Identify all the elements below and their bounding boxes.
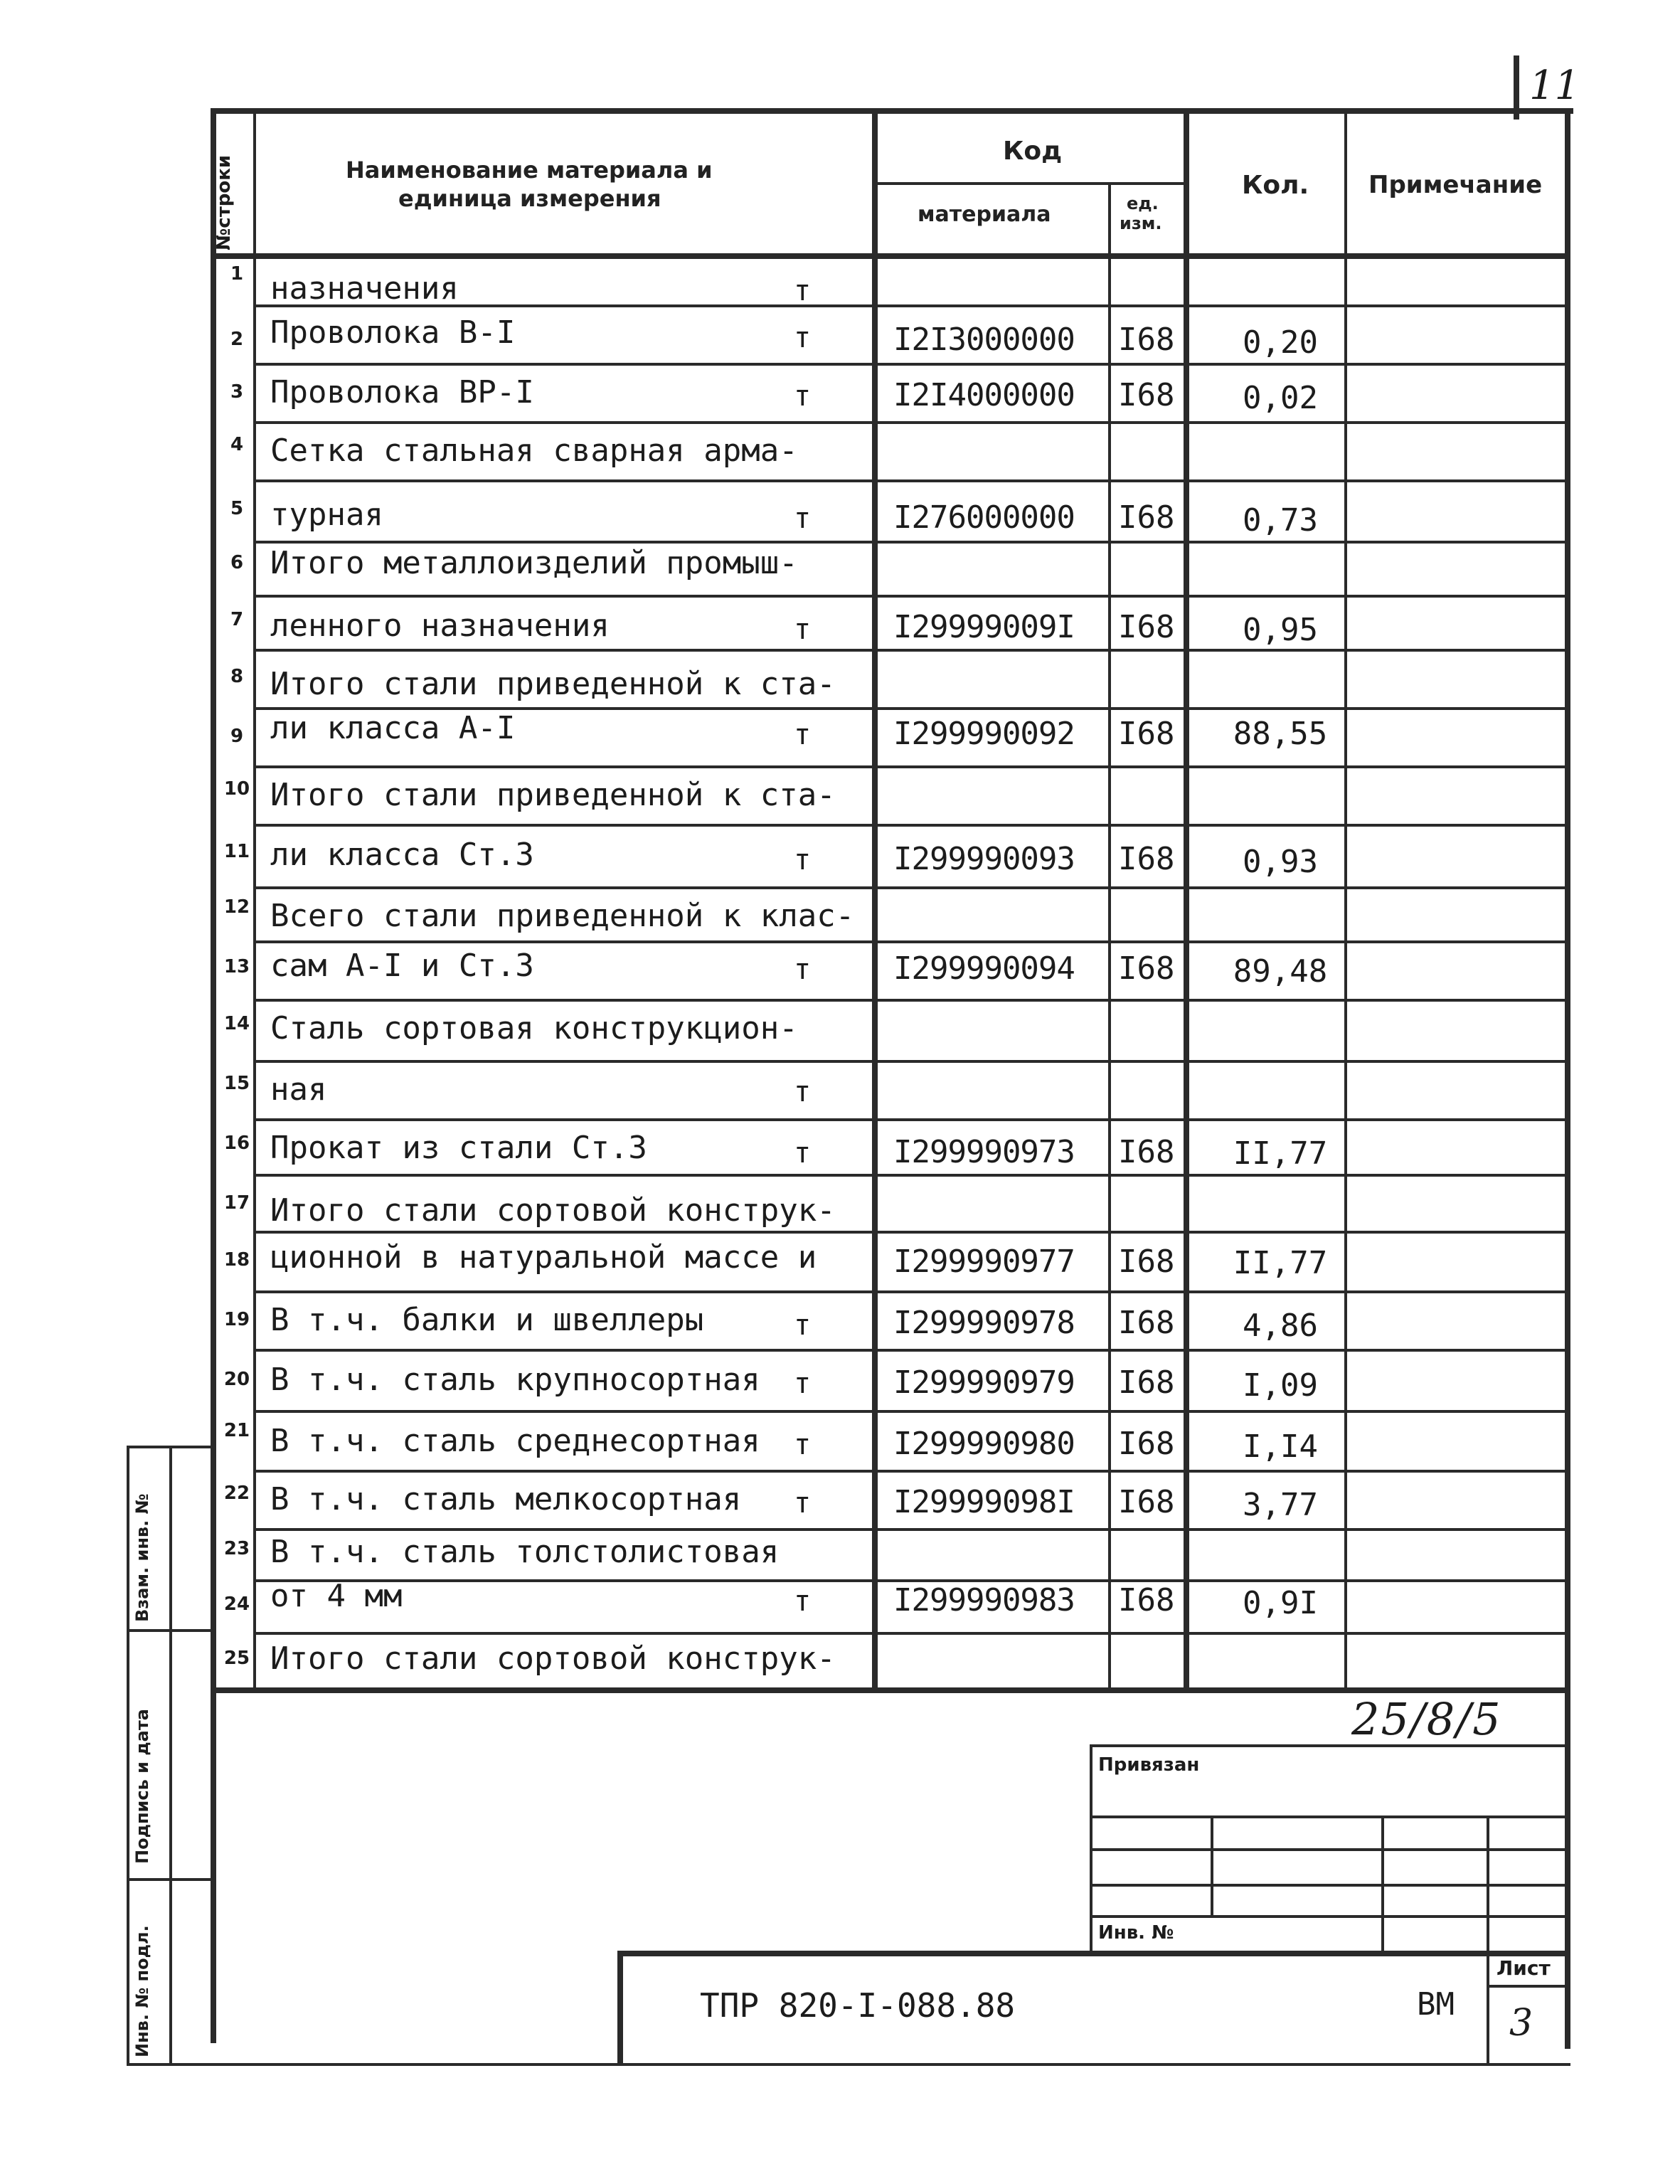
col-name-line: [872, 108, 878, 1689]
header-bottom-border: [211, 253, 1570, 259]
margin-podpis-data: Подпись и дата: [132, 1709, 152, 1864]
privyazan-label: Привязан: [1098, 1754, 1200, 1776]
name-header-2: единица измерения: [398, 185, 661, 212]
unit-header-2: изм.: [1120, 213, 1162, 233]
margin-inv-podl: Инв. № подл.: [132, 1925, 152, 2057]
privyazan-left-line: [1090, 1744, 1092, 1951]
margin-outer-line: [127, 1446, 129, 2064]
material-header: материала: [918, 202, 1051, 227]
privyazan-row-line-4: [1090, 1915, 1566, 1918]
margin-line-2: [127, 1878, 212, 1881]
table-right-border: [1565, 114, 1570, 2049]
privyazan-row-line-1: [1090, 1815, 1566, 1818]
title-block-top: [617, 1951, 1570, 1956]
privyazan-top-line: [1090, 1744, 1566, 1747]
privyazan-col-2: [1381, 1815, 1384, 1951]
margin-inner-line: [169, 1446, 172, 2064]
rownum-header: №строки: [213, 154, 235, 250]
note-header: Примечание: [1368, 171, 1543, 199]
table-left-border: [211, 108, 216, 2043]
margin-top-line: [127, 1446, 212, 1448]
doc-type: ВМ: [1417, 1986, 1455, 2023]
sheet-number: 3: [1509, 2002, 1533, 2045]
inv-label: Инв. №: [1098, 1922, 1174, 1944]
title-block-left: [617, 1951, 623, 2064]
handwritten-number: 25/8/5: [1351, 1693, 1502, 1745]
code-header: Код: [1003, 137, 1063, 166]
margin-line-1: [127, 1629, 212, 1632]
sheet-col-line: [1487, 1951, 1489, 2064]
qty-header: Кол.: [1242, 171, 1309, 200]
col-rownum-line: [253, 108, 256, 1689]
name-header-1: Наименование материала и: [346, 157, 713, 184]
page-bottom-border: [127, 2063, 1570, 2066]
page-number: 11: [1529, 63, 1580, 109]
table-top-border: [211, 108, 1573, 114]
unit-header-1: ед.: [1127, 194, 1159, 213]
sheet-label-line: [1487, 1985, 1566, 1988]
code-header-divider: [873, 182, 1184, 185]
doc-code: ТПР 820-I-088.88: [700, 1986, 1016, 2025]
privyazan-col-3: [1487, 1815, 1489, 1951]
col-ed-line: [1184, 108, 1189, 1689]
margin-vzam-inv: Взам. инв. №: [132, 1493, 152, 1622]
sheet-label: Лист: [1496, 1956, 1551, 1980]
col-code-line: [1108, 182, 1111, 1689]
privyazan-col-1: [1211, 1815, 1213, 1915]
privyazan-row-line-3: [1090, 1884, 1566, 1887]
privyazan-row-line-2: [1090, 1848, 1566, 1851]
